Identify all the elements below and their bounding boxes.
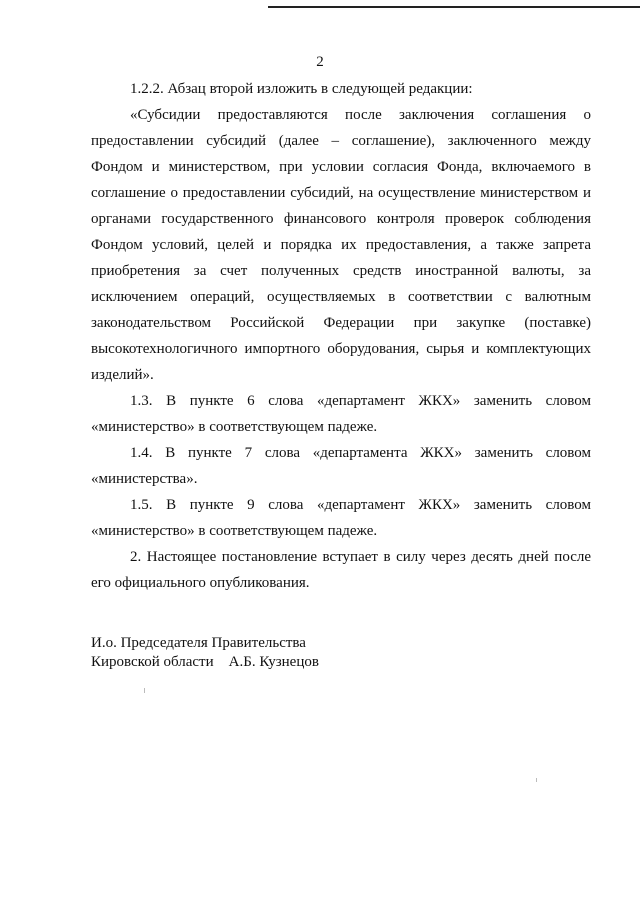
paragraph-1-2-2: 1.2.2. Абзац второй изложить в следующей редакции: [130, 81, 473, 97]
page-number: 2 [316, 54, 324, 70]
paragraph-1-3: 1.3. В пункте 6 слова «департамент ЖКХ» заменить словом «министерство» в соответствующем падеже. [91, 393, 591, 435]
document-body [91, 76, 591, 596]
paragraph-2: 2. Настоящее постановление вступает в силу через десять дней после его официального опубликования. [91, 549, 591, 591]
scan-speck [144, 688, 145, 693]
paragraph-quote: «Субсидии предоставляются после заключения соглашения о предоставлении субсидий (далее – соглашение), заключенного между Фондом и министерством, при условии согласия Фонда, включаемого в соглашение о предоставлении субсидий, на осуществление министерством и органами государственного финансового контроля проверок соблюдения Фондом условий, целей и порядка их предоставления, а также запрета приобретения за счет полученных средств иностранной валюты, за исключением операций, осуществляемых в соответствии с валютным законодательством Российской Федерации при закупке (поставке) высокотехнологичного импортного оборудования, сырья и комплектующих изделий». [91, 107, 591, 383]
signatory-name: Кировской области А.Б. Кузнецов [91, 654, 319, 670]
paragraph-1-5: 1.5. В пункте 9 слова «департамент ЖКХ» заменить словом «министерство» в соответствующем падеже. [91, 497, 591, 539]
signatory-title: И.о. Председателя Правительства [91, 635, 306, 651]
signature-block [91, 634, 319, 672]
top-rule [268, 6, 640, 8]
paragraph-1-4: 1.4. В пункте 7 слова «департамента ЖКХ» заменить словом «министерства». [91, 445, 591, 487]
scan-speck [536, 778, 537, 782]
